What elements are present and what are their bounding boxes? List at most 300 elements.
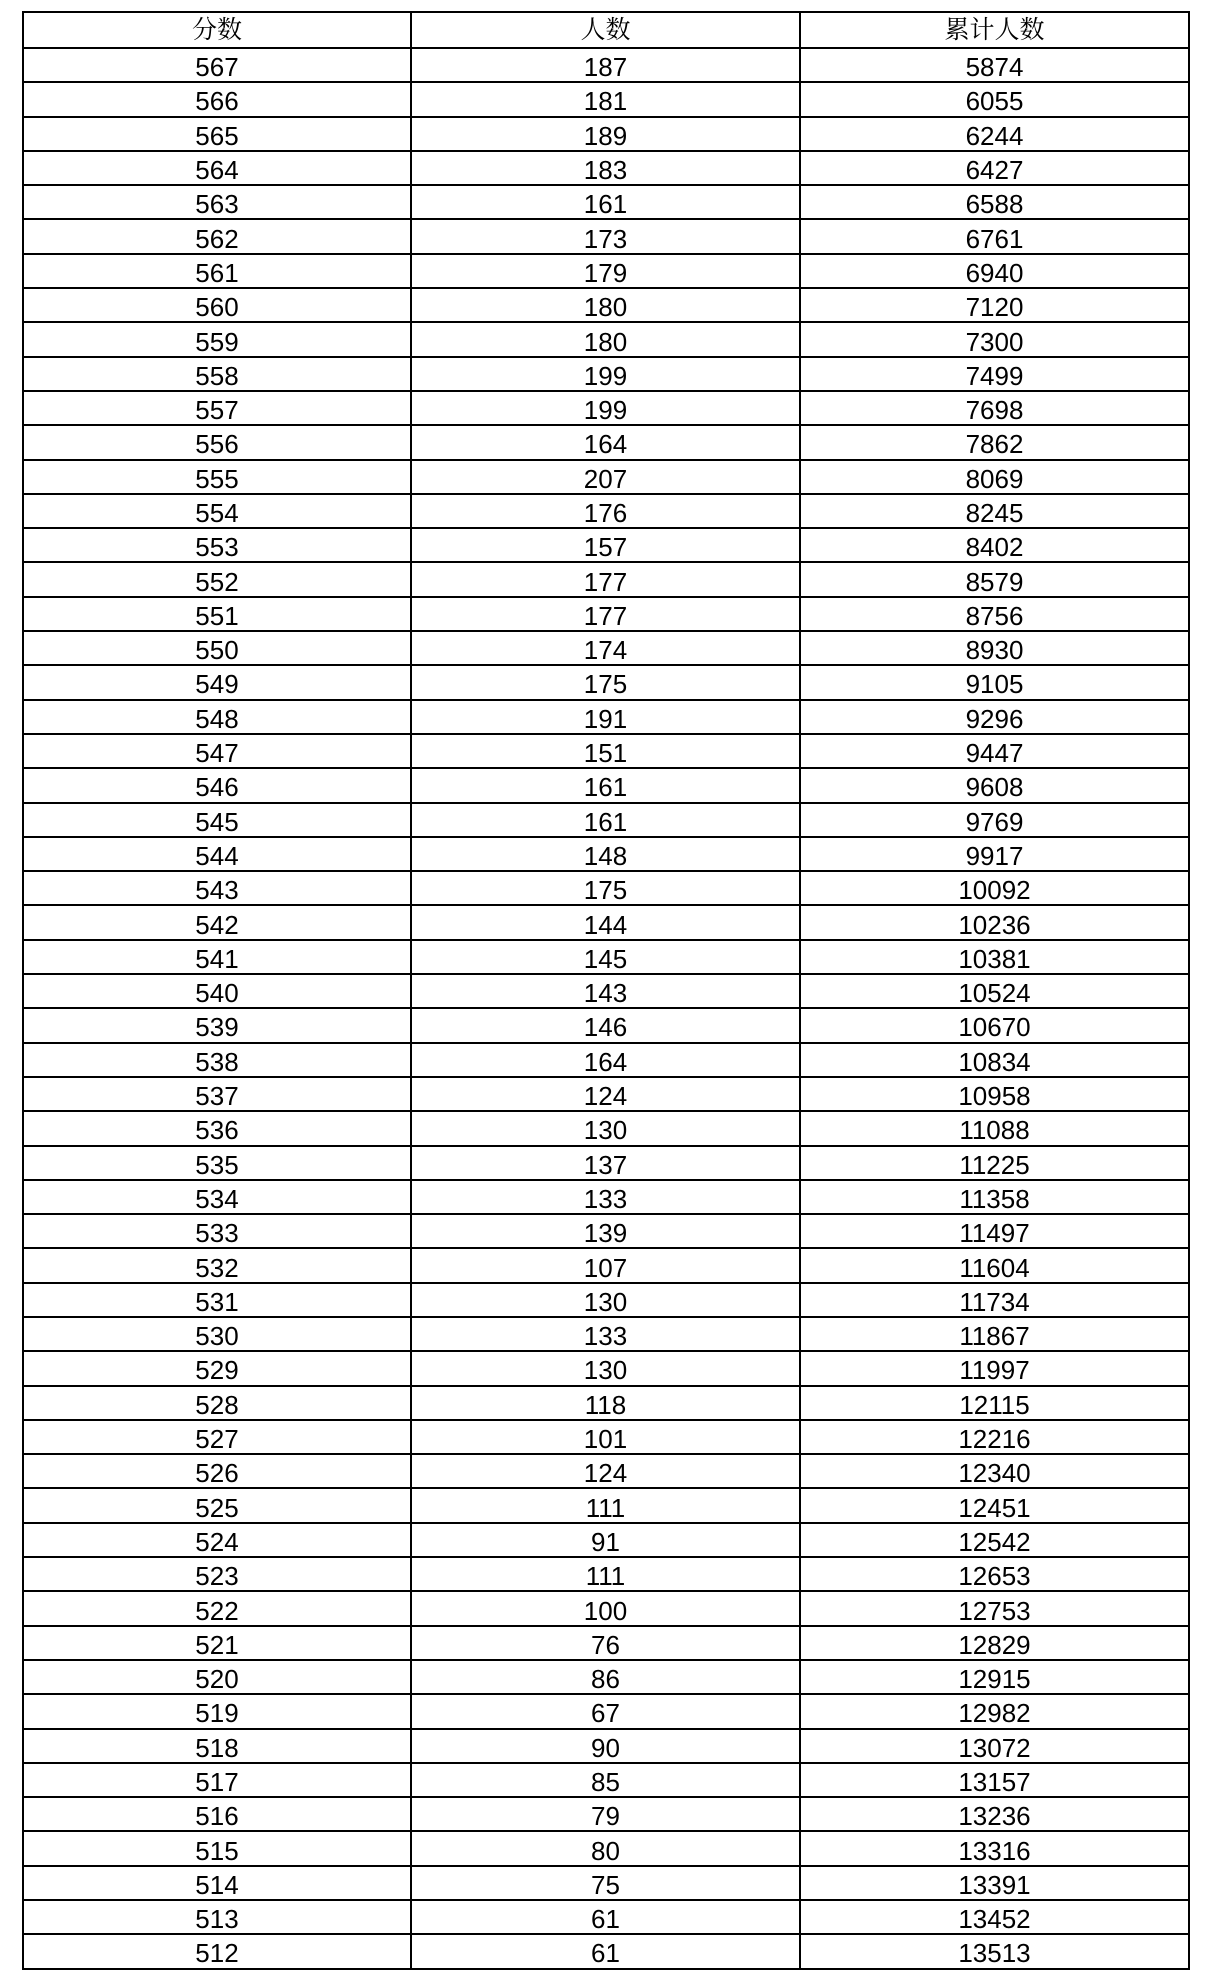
cumulative-cell-text: 12216	[958, 1424, 1031, 1455]
table-row	[23, 871, 1189, 905]
table-row	[23, 391, 1189, 425]
count-cell	[411, 940, 800, 974]
cumulative-cell	[800, 1557, 1189, 1591]
header-count: 人数	[411, 12, 800, 48]
score-cell-text: 557	[195, 395, 239, 426]
cumulative-cell-text: 7120	[965, 292, 1024, 323]
cumulative-cell	[800, 734, 1189, 768]
table-row	[23, 905, 1189, 939]
cumulative-cell-text: 12542	[958, 1526, 1031, 1557]
score-cell	[23, 631, 411, 665]
cumulative-cell-text: 7300	[965, 326, 1024, 357]
count-cell	[411, 803, 800, 837]
score-cell-text: 531	[195, 1286, 239, 1317]
cumulative-cell-text: 11604	[959, 1252, 1030, 1283]
table-row	[23, 254, 1189, 288]
score-cell-text: 566	[195, 86, 239, 117]
table-row	[23, 1146, 1189, 1180]
score-cell-text: 521	[195, 1629, 239, 1660]
cumulative-cell	[800, 1420, 1189, 1454]
cumulative-cell	[800, 1111, 1189, 1145]
count-cell	[411, 1900, 800, 1934]
table-row	[23, 1283, 1189, 1317]
cumulative-cell-text: 6588	[965, 189, 1024, 220]
score-cell-text: 523	[195, 1561, 239, 1592]
table-row	[23, 665, 1189, 699]
count-cell	[411, 528, 800, 562]
table-row	[23, 1866, 1189, 1900]
score-cell	[23, 905, 411, 939]
cumulative-cell	[800, 151, 1189, 185]
score-cell-text: 543	[195, 875, 239, 906]
count-cell	[411, 1180, 800, 1214]
score-cell	[23, 1043, 411, 1077]
score-cell-text: 515	[195, 1835, 239, 1866]
cumulative-cell-text: 8930	[965, 635, 1024, 666]
score-cell-text: 564	[195, 155, 239, 186]
cumulative-cell-text: 13072	[958, 1732, 1031, 1763]
cumulative-cell	[800, 974, 1189, 1008]
cumulative-cell-text: 12340	[958, 1458, 1031, 1489]
score-cell-text: 537	[195, 1081, 239, 1112]
score-cell	[23, 1351, 411, 1385]
cumulative-cell-text: 8579	[965, 566, 1024, 597]
table-row	[23, 803, 1189, 837]
count-cell	[411, 1866, 800, 1900]
count-cell-text: 199	[583, 360, 628, 391]
table-row	[23, 151, 1189, 185]
count-cell-text: 187	[583, 52, 628, 83]
cumulative-cell-text: 10958	[958, 1081, 1031, 1112]
cumulative-cell	[800, 1180, 1189, 1214]
cumulative-cell-text: 8069	[965, 463, 1024, 494]
count-cell	[411, 597, 800, 631]
score-cell	[23, 837, 411, 871]
count-cell	[411, 1146, 800, 1180]
score-cell	[23, 1146, 411, 1180]
count-cell	[411, 117, 800, 151]
table-row	[23, 1488, 1189, 1522]
cumulative-cell	[800, 1626, 1189, 1660]
cumulative-cell-text: 6940	[965, 257, 1024, 288]
table-row	[23, 1900, 1189, 1934]
count-cell	[411, 1214, 800, 1248]
count-cell-text: 79	[591, 1801, 620, 1832]
cumulative-cell-text: 12829	[958, 1629, 1031, 1660]
cumulative-cell-text: 12982	[958, 1698, 1031, 1729]
score-cell-text: 552	[195, 566, 239, 597]
count-cell	[411, 1454, 800, 1488]
count-cell	[411, 1763, 800, 1797]
count-cell	[411, 1934, 800, 1968]
count-cell-text: 100	[583, 1595, 628, 1626]
score-cell	[23, 597, 411, 631]
count-cell-text: 91	[591, 1526, 620, 1557]
cumulative-cell	[800, 1694, 1189, 1728]
count-cell	[411, 1043, 800, 1077]
cumulative-cell	[800, 1214, 1189, 1248]
count-cell-text: 189	[583, 120, 628, 151]
count-cell	[411, 357, 800, 391]
count-cell	[411, 48, 800, 82]
cumulative-cell-text: 10092	[958, 875, 1031, 906]
count-cell	[411, 905, 800, 939]
score-cell-text: 532	[195, 1252, 239, 1283]
table-row	[23, 1248, 1189, 1282]
score-cell-text: 554	[195, 498, 239, 528]
score-cell-text: 561	[195, 257, 239, 288]
cumulative-cell	[800, 254, 1189, 288]
table-row	[23, 357, 1189, 391]
score-cell	[23, 871, 411, 905]
score-cell	[23, 974, 411, 1008]
cumulative-cell	[800, 494, 1189, 528]
cumulative-cell	[800, 871, 1189, 905]
count-cell	[411, 1111, 800, 1145]
score-cell	[23, 1626, 411, 1660]
score-cell	[23, 1214, 411, 1248]
count-cell	[411, 768, 800, 802]
score-distribution-table	[22, 11, 1190, 1970]
score-cell	[23, 1729, 411, 1763]
cumulative-cell-text: 6427	[965, 155, 1024, 186]
count-cell	[411, 1831, 800, 1865]
table-row	[23, 1317, 1189, 1351]
cumulative-cell-text: 13391	[958, 1869, 1031, 1900]
cumulative-cell-text: 7862	[965, 429, 1024, 460]
table-row	[23, 1180, 1189, 1214]
table-row	[23, 562, 1189, 596]
cumulative-cell	[800, 1317, 1189, 1351]
table-body	[23, 48, 1189, 1969]
score-cell	[23, 117, 411, 151]
count-cell-text: 179	[583, 257, 628, 288]
cumulative-cell-text: 10524	[958, 978, 1031, 1009]
cumulative-cell	[800, 803, 1189, 837]
cumulative-cell	[800, 631, 1189, 665]
count-cell-text: 161	[583, 189, 628, 220]
score-cell	[23, 185, 411, 219]
count-cell	[411, 1557, 800, 1591]
cumulative-cell	[800, 1351, 1189, 1385]
count-cell	[411, 1797, 800, 1831]
table-row	[23, 1454, 1189, 1488]
count-cell-text: 90	[591, 1732, 620, 1763]
table-row	[23, 48, 1189, 82]
table-row	[23, 1831, 1189, 1865]
header-cumulative: 累计人数	[800, 12, 1189, 48]
score-cell	[23, 1248, 411, 1282]
score-cell-text: 547	[195, 738, 239, 769]
count-cell-text: 164	[583, 429, 628, 460]
score-cell	[23, 562, 411, 596]
cumulative-cell	[800, 1831, 1189, 1865]
score-cell-text: 553	[195, 532, 239, 563]
count-cell	[411, 425, 800, 459]
table-row	[23, 597, 1189, 631]
cumulative-cell-text: 13157	[958, 1766, 1031, 1797]
score-cell	[23, 1008, 411, 1042]
score-cell	[23, 1488, 411, 1522]
cumulative-cell	[800, 837, 1189, 871]
score-cell	[23, 1180, 411, 1214]
table-row	[23, 82, 1189, 116]
table-row	[23, 1386, 1189, 1420]
score-cell-text: 567	[195, 52, 239, 83]
cumulative-cell-text: 8756	[965, 600, 1024, 631]
score-cell-text: 549	[195, 669, 239, 700]
cumulative-cell-text: 9917	[965, 840, 1024, 871]
count-cell-text: 107	[583, 1252, 628, 1283]
count-cell-text: 143	[583, 978, 628, 1009]
count-cell-text: 161	[583, 772, 628, 803]
count-cell-text: 124	[583, 1458, 628, 1489]
cumulative-cell-text: 12915	[958, 1664, 1031, 1695]
score-cell	[23, 1523, 411, 1557]
score-cell	[23, 1900, 411, 1934]
cumulative-cell-text: 11997	[959, 1355, 1030, 1386]
count-cell	[411, 219, 800, 253]
count-cell	[411, 391, 800, 425]
table-row	[23, 528, 1189, 562]
score-cell	[23, 254, 411, 288]
table-row	[23, 1729, 1189, 1763]
cumulative-cell	[800, 1008, 1189, 1042]
score-cell	[23, 151, 411, 185]
count-cell-text: 180	[583, 292, 628, 323]
score-cell-text: 555	[195, 463, 239, 494]
cumulative-cell	[800, 528, 1189, 562]
count-cell	[411, 288, 800, 322]
table-row	[23, 734, 1189, 768]
cumulative-cell	[800, 1763, 1189, 1797]
score-cell-text: 522	[195, 1595, 239, 1626]
score-cell	[23, 425, 411, 459]
score-cell	[23, 1660, 411, 1694]
cumulative-cell-text: 5874	[965, 52, 1024, 83]
score-cell	[23, 322, 411, 356]
count-cell-text: 61	[591, 1938, 620, 1969]
score-cell-text: 513	[195, 1904, 239, 1935]
table-row	[23, 1591, 1189, 1625]
count-cell-text: 61	[591, 1904, 620, 1935]
score-cell-text: 526	[195, 1458, 239, 1489]
score-cell	[23, 1111, 411, 1145]
count-cell	[411, 1591, 800, 1625]
score-cell-text: 520	[195, 1664, 239, 1695]
score-cell	[23, 803, 411, 837]
count-cell	[411, 1351, 800, 1385]
cumulative-cell	[800, 185, 1189, 219]
score-cell-text: 542	[195, 909, 239, 940]
score-cell-text: 563	[195, 189, 239, 220]
table-row	[23, 1694, 1189, 1728]
count-cell-text: 181	[583, 86, 628, 117]
count-cell	[411, 1488, 800, 1522]
cumulative-cell-text: 6244	[965, 120, 1024, 151]
score-cell	[23, 1557, 411, 1591]
score-cell-text: 530	[195, 1321, 239, 1352]
count-cell	[411, 494, 800, 528]
count-cell-text: 86	[591, 1664, 620, 1695]
score-cell-text: 527	[195, 1424, 239, 1455]
table-row	[23, 1660, 1189, 1694]
count-cell-text: 130	[583, 1286, 628, 1317]
table-row	[23, 1214, 1189, 1248]
table-row	[23, 1420, 1189, 1454]
score-cell-text: 546	[195, 772, 239, 803]
cumulative-cell	[800, 1386, 1189, 1420]
score-cell	[23, 48, 411, 82]
cumulative-cell-text: 12115	[959, 1389, 1030, 1420]
count-cell	[411, 665, 800, 699]
score-cell-text: 565	[195, 120, 239, 151]
count-cell-text: 148	[583, 840, 628, 871]
cumulative-cell	[800, 1866, 1189, 1900]
table-row	[23, 1934, 1189, 1968]
cumulative-cell	[800, 425, 1189, 459]
count-cell	[411, 254, 800, 288]
table-row	[23, 1351, 1189, 1385]
cumulative-cell	[800, 768, 1189, 802]
score-cell-text: 550	[195, 635, 239, 666]
table-row	[23, 1111, 1189, 1145]
score-cell	[23, 391, 411, 425]
cumulative-cell-text: 9447	[965, 738, 1024, 769]
count-cell	[411, 1386, 800, 1420]
count-cell-text: 146	[583, 1012, 628, 1043]
score-cell-text: 558	[195, 360, 239, 391]
table-row	[23, 768, 1189, 802]
score-cell	[23, 494, 411, 528]
cumulative-cell	[800, 1660, 1189, 1694]
score-cell	[23, 1454, 411, 1488]
cumulative-cell-text: 13452	[958, 1904, 1031, 1935]
count-cell	[411, 1626, 800, 1660]
table-row	[23, 700, 1189, 734]
table-row	[23, 494, 1189, 528]
score-cell	[23, 1591, 411, 1625]
cumulative-cell-text: 10236	[958, 909, 1031, 940]
header-row	[23, 12, 1189, 48]
count-cell-text: 144	[583, 909, 628, 940]
count-cell-text: 133	[583, 1183, 628, 1214]
count-cell-text: 133	[583, 1321, 628, 1352]
score-cell	[23, 940, 411, 974]
score-cell	[23, 1386, 411, 1420]
table-row	[23, 631, 1189, 665]
count-cell-text: 191	[583, 703, 628, 734]
cumulative-cell-text: 9608	[965, 772, 1024, 803]
cumulative-cell-text: 12451	[958, 1492, 1031, 1523]
table-row	[23, 1008, 1189, 1042]
score-cell-text: 544	[195, 840, 239, 871]
cumulative-cell	[800, 1146, 1189, 1180]
count-cell	[411, 1008, 800, 1042]
score-cell-text: 518	[195, 1732, 239, 1763]
score-cell-text: 516	[195, 1801, 239, 1832]
score-cell	[23, 1283, 411, 1317]
table-row	[23, 837, 1189, 871]
count-cell-text: 164	[583, 1046, 628, 1077]
table-row	[23, 974, 1189, 1008]
score-cell-text: 559	[195, 326, 239, 357]
score-cell-text: 548	[195, 703, 239, 734]
cumulative-cell-text: 9296	[965, 703, 1024, 734]
score-cell	[23, 1077, 411, 1111]
cumulative-cell-text: 10834	[958, 1046, 1031, 1077]
count-cell-text: 111	[585, 1561, 626, 1592]
cumulative-cell	[800, 82, 1189, 116]
count-cell-text: 67	[591, 1698, 620, 1729]
count-cell-text: 175	[583, 669, 628, 700]
cumulative-cell	[800, 460, 1189, 494]
count-cell-text: 101	[583, 1424, 628, 1455]
cumulative-cell-text: 7698	[965, 395, 1024, 426]
count-cell	[411, 322, 800, 356]
score-cell-text: 519	[195, 1698, 239, 1729]
score-cell	[23, 734, 411, 768]
cumulative-cell-text: 11867	[959, 1321, 1030, 1352]
score-cell	[23, 1763, 411, 1797]
cumulative-cell	[800, 48, 1189, 82]
cumulative-cell	[800, 562, 1189, 596]
score-cell-text: 514	[195, 1869, 239, 1900]
count-cell	[411, 1317, 800, 1351]
score-cell	[23, 357, 411, 391]
score-cell-text: 512	[195, 1938, 239, 1969]
cumulative-cell	[800, 1248, 1189, 1282]
count-cell-text: 207	[583, 463, 628, 494]
score-cell	[23, 1694, 411, 1728]
score-cell-text: 536	[195, 1115, 239, 1146]
count-cell	[411, 460, 800, 494]
count-cell-text: 151	[583, 738, 628, 769]
cumulative-cell	[800, 391, 1189, 425]
count-cell	[411, 1523, 800, 1557]
table-header	[23, 12, 1189, 48]
cumulative-cell-text: 9105	[965, 669, 1024, 700]
count-cell	[411, 1283, 800, 1317]
table-row	[23, 288, 1189, 322]
cumulative-cell	[800, 1523, 1189, 1557]
table-row	[23, 1763, 1189, 1797]
count-cell	[411, 1660, 800, 1694]
cumulative-cell	[800, 1077, 1189, 1111]
score-cell-text: 560	[195, 292, 239, 323]
table-row	[23, 940, 1189, 974]
cumulative-cell-text: 13236	[958, 1801, 1031, 1832]
cumulative-cell	[800, 1488, 1189, 1522]
score-cell	[23, 1797, 411, 1831]
score-cell-text: 538	[195, 1046, 239, 1077]
cumulative-cell	[800, 288, 1189, 322]
score-cell-text: 533	[195, 1218, 239, 1249]
table-row	[23, 425, 1189, 459]
score-cell	[23, 219, 411, 253]
count-cell-text: 130	[583, 1355, 628, 1386]
score-cell	[23, 288, 411, 322]
score-cell	[23, 1317, 411, 1351]
cumulative-cell-text: 12653	[958, 1561, 1031, 1592]
count-cell-text: 180	[583, 326, 628, 357]
score-cell	[23, 82, 411, 116]
cumulative-cell	[800, 1934, 1189, 1968]
cumulative-cell-text: 11358	[959, 1183, 1030, 1214]
count-cell-text: 175	[583, 875, 628, 906]
count-cell-text: 174	[583, 635, 628, 666]
count-cell	[411, 700, 800, 734]
